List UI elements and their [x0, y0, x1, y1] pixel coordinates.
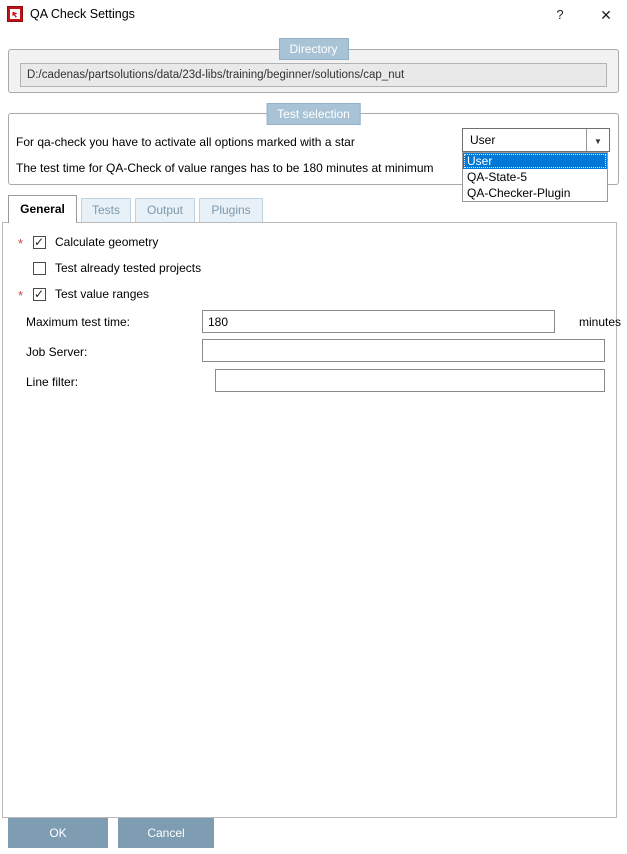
test-selection-dropdown[interactable] — [462, 128, 610, 152]
chevron-down-icon: ▼ — [594, 137, 602, 146]
dropdown-arrow-button[interactable] — [586, 129, 609, 151]
dropdown-option-qa-checker-plugin[interactable]: QA-Checker-Plugin — [467, 186, 571, 200]
checkbox-calculate-geometry[interactable] — [33, 236, 46, 249]
tab-output[interactable]: Output — [135, 198, 195, 222]
tab-tests[interactable]: Tests — [81, 198, 131, 222]
maximum-test-time-input[interactable] — [202, 310, 555, 333]
checkbox-label: Calculate geometry — [55, 235, 159, 249]
title-bar — [0, 0, 627, 28]
checkbox-label: Test value ranges — [55, 287, 150, 301]
ok-button[interactable]: OK — [8, 818, 108, 848]
line-filter-label: Line filter: — [26, 375, 79, 389]
checkbox-row-test-value-ranges — [18, 286, 149, 302]
checkbox-row-calculate-geometry — [18, 234, 158, 250]
test-selection-hint-star: For qa-check you have to activate all options marked with a star — [16, 135, 355, 149]
checkbox-test-already-tested-projects[interactable] — [33, 262, 46, 275]
minutes-suffix-label: minutes — [579, 315, 622, 329]
app-icon — [7, 6, 23, 22]
help-button[interactable]: ? — [544, 1, 576, 27]
maximum-test-time-label: Maximum test time: — [26, 315, 131, 329]
job-server-label: Job Server: — [26, 345, 88, 359]
test-selection-hint-time: The test time for QA-Check of value ranges has to be 180 minutes at minimum — [16, 161, 434, 175]
cancel-button[interactable]: Cancel — [118, 818, 214, 848]
close-button[interactable]: ✕ — [590, 1, 622, 27]
directory-path-field[interactable]: D:/cadenas/partsolutions/data/23d-libs/training/beginner/solutions/cap_nut — [20, 63, 607, 87]
dropdown-option-qa-state-5[interactable]: QA-State-5 — [467, 170, 528, 184]
directory-group-label: Directory — [278, 38, 348, 60]
line-filter-input[interactable] — [215, 369, 605, 392]
checkmark-icon: ✓ — [34, 286, 45, 301]
window-title: QA Check Settings — [30, 7, 135, 21]
test-selection-dropdown-list — [462, 152, 608, 202]
test-selection-group-label: Test selection — [266, 103, 361, 125]
required-star-icon: * — [18, 287, 24, 303]
tab-plugins[interactable]: Plugins — [199, 198, 263, 222]
dropdown-option-user[interactable]: User — [463, 153, 607, 169]
job-server-input[interactable] — [202, 339, 605, 362]
dropdown-selected-value: User — [470, 133, 496, 147]
checkmark-icon: ✓ — [34, 234, 45, 249]
checkbox-label: Test already tested projects — [55, 261, 202, 275]
checkbox-row-test-already-tested — [18, 260, 201, 276]
required-star-icon: * — [18, 235, 24, 251]
checkbox-test-value-ranges[interactable] — [33, 288, 46, 301]
tab-general[interactable]: General — [8, 195, 77, 223]
